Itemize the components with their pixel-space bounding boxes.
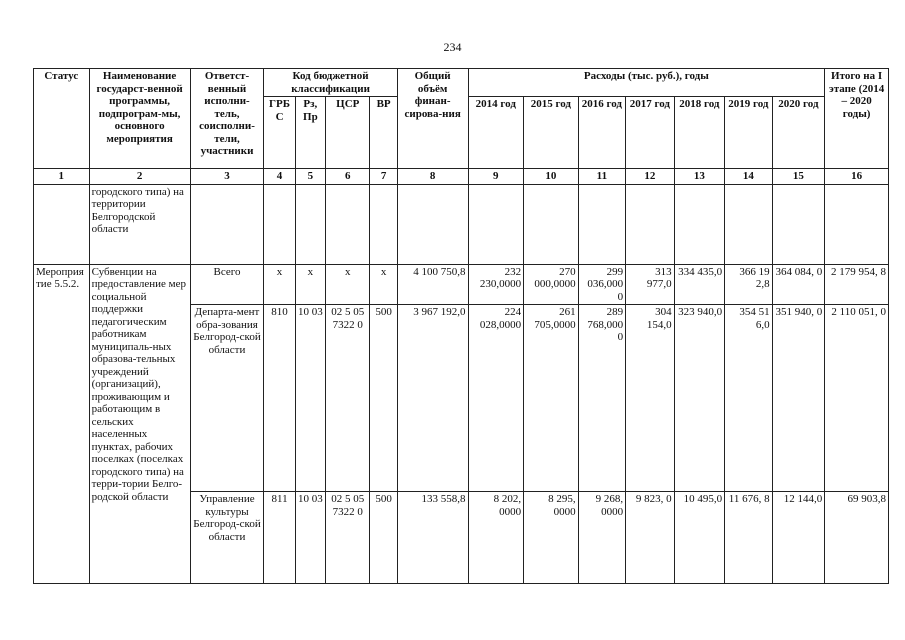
column-number: 1 <box>34 169 90 185</box>
column-number: 6 <box>326 169 370 185</box>
header-year: 2017 год <box>626 97 675 169</box>
year-cell: 351 940, 0 <box>772 305 825 492</box>
header-rzpr: Рз, Пр <box>295 97 325 169</box>
header-vr: ВР <box>370 97 397 169</box>
column-number: 7 <box>370 169 397 185</box>
header-year: 2019 год <box>725 97 772 169</box>
total-cell: 133 558,8 <box>397 492 468 584</box>
table-row <box>34 264 889 305</box>
header-year: 2015 год <box>524 97 579 169</box>
grbs-cell: 810 <box>264 305 295 492</box>
header-status: Статус <box>34 69 90 169</box>
column-number: 13 <box>674 169 725 185</box>
executor-cell: Всего <box>190 264 264 305</box>
column-number: 2 <box>89 169 190 185</box>
budget-table <box>33 68 889 584</box>
continuation-text: городского типа) на территории Белгородской области <box>89 184 190 264</box>
header-total-volume: Общий объём финан-сирова-ния <box>397 69 468 169</box>
column-number: 15 <box>772 169 825 185</box>
year-cell: 224 028,0000 <box>468 305 524 492</box>
year-cell: 289 768,000 0 <box>578 305 625 492</box>
column-number: 14 <box>725 169 772 185</box>
column-number: 3 <box>190 169 264 185</box>
column-number: 10 <box>524 169 579 185</box>
column-number: 9 <box>468 169 524 185</box>
grbs-cell: х <box>264 264 295 305</box>
year-cell: 299 036,000 0 <box>578 264 625 305</box>
header-year: 2018 год <box>674 97 725 169</box>
year-cell: 8 202, 0000 <box>468 492 524 584</box>
column-number: 12 <box>626 169 675 185</box>
vr-cell: 500 <box>370 492 397 584</box>
year-cell: 9 268, 0000 <box>578 492 625 584</box>
page-number: 234 <box>443 40 462 54</box>
column-number-row <box>34 169 889 185</box>
year-cell: 304 154,0 <box>626 305 675 492</box>
column-number: 8 <box>397 169 468 185</box>
column-number: 4 <box>264 169 295 185</box>
year-cell: 334 435,0 <box>674 264 725 305</box>
year-cell: 232 230,0000 <box>468 264 524 305</box>
header-executor: Ответст-венный исполни-тель, соисполни-тели, участники <box>190 69 264 169</box>
year-cell: 12 144,0 <box>772 492 825 584</box>
year-cell: 366 19 2,8 <box>725 264 772 305</box>
year-cell: 323 940,0 <box>674 305 725 492</box>
column-number: 5 <box>295 169 325 185</box>
measure-name: Субвенции на предоставление мер социальной поддержки педагогическим работникам муниципаль-ных образова-тельных учреждений (организаций), проживающим и работающим в сельских населенных пунктах, рабочих поселках (поселках городского типа) на терри-тории Белго-родской области <box>89 264 190 584</box>
year-cell: 11 676, 8 <box>725 492 772 584</box>
stage-total-cell: 69 903,8 <box>825 492 889 584</box>
csr-cell: 02 5 05 7322 0 <box>326 492 370 584</box>
header-csr: ЦСР <box>326 97 370 169</box>
year-cell: 270 000,0000 <box>524 264 579 305</box>
header-expenses: Расходы (тыс. руб.), годы <box>468 69 825 97</box>
header-stage-total: Итого на I этапе (2014 – 2020 годы) <box>825 69 889 169</box>
year-cell: 364 084, 0 <box>772 264 825 305</box>
csr-cell: х <box>326 264 370 305</box>
stage-total-cell: 2 110 051, 0 <box>825 305 889 492</box>
rzpr-cell: 10 03 <box>295 305 325 492</box>
measure-status: Мероприятие 5.5.2. <box>34 264 90 584</box>
year-cell: 261 705,0000 <box>524 305 579 492</box>
continuation-row <box>34 184 889 264</box>
vr-cell: х <box>370 264 397 305</box>
header-program-name: Наименование государст-венной программы, подпрограм-мы, основного мероприятия <box>89 69 190 169</box>
csr-cell: 02 5 05 7322 0 <box>326 305 370 492</box>
header-grbs: ГРБ С <box>264 97 295 169</box>
year-cell: 10 495,0 <box>674 492 725 584</box>
year-cell: 354 51 6,0 <box>725 305 772 492</box>
column-number: 11 <box>578 169 625 185</box>
vr-cell: 500 <box>370 305 397 492</box>
total-cell: 4 100 750,8 <box>397 264 468 305</box>
stage-total-cell: 2 179 954, 8 <box>825 264 889 305</box>
total-cell: 3 967 192,0 <box>397 305 468 492</box>
rzpr-cell: х <box>295 264 325 305</box>
header-year: 2014 год <box>468 97 524 169</box>
executor-cell: Департа-мент обра-зования Белгород-ской области <box>190 305 264 492</box>
header-budget-code: Код бюджетной классификации <box>264 69 397 97</box>
executor-cell: Управление культуры Белгород-ской области <box>190 492 264 584</box>
column-number: 16 <box>825 169 889 185</box>
year-cell: 313 977,0 <box>626 264 675 305</box>
year-cell: 9 823, 0 <box>626 492 675 584</box>
header-year: 2020 год <box>772 97 825 169</box>
header-year: 2016 год <box>578 97 625 169</box>
rzpr-cell: 10 03 <box>295 492 325 584</box>
year-cell: 8 295, 0000 <box>524 492 579 584</box>
grbs-cell: 811 <box>264 492 295 584</box>
